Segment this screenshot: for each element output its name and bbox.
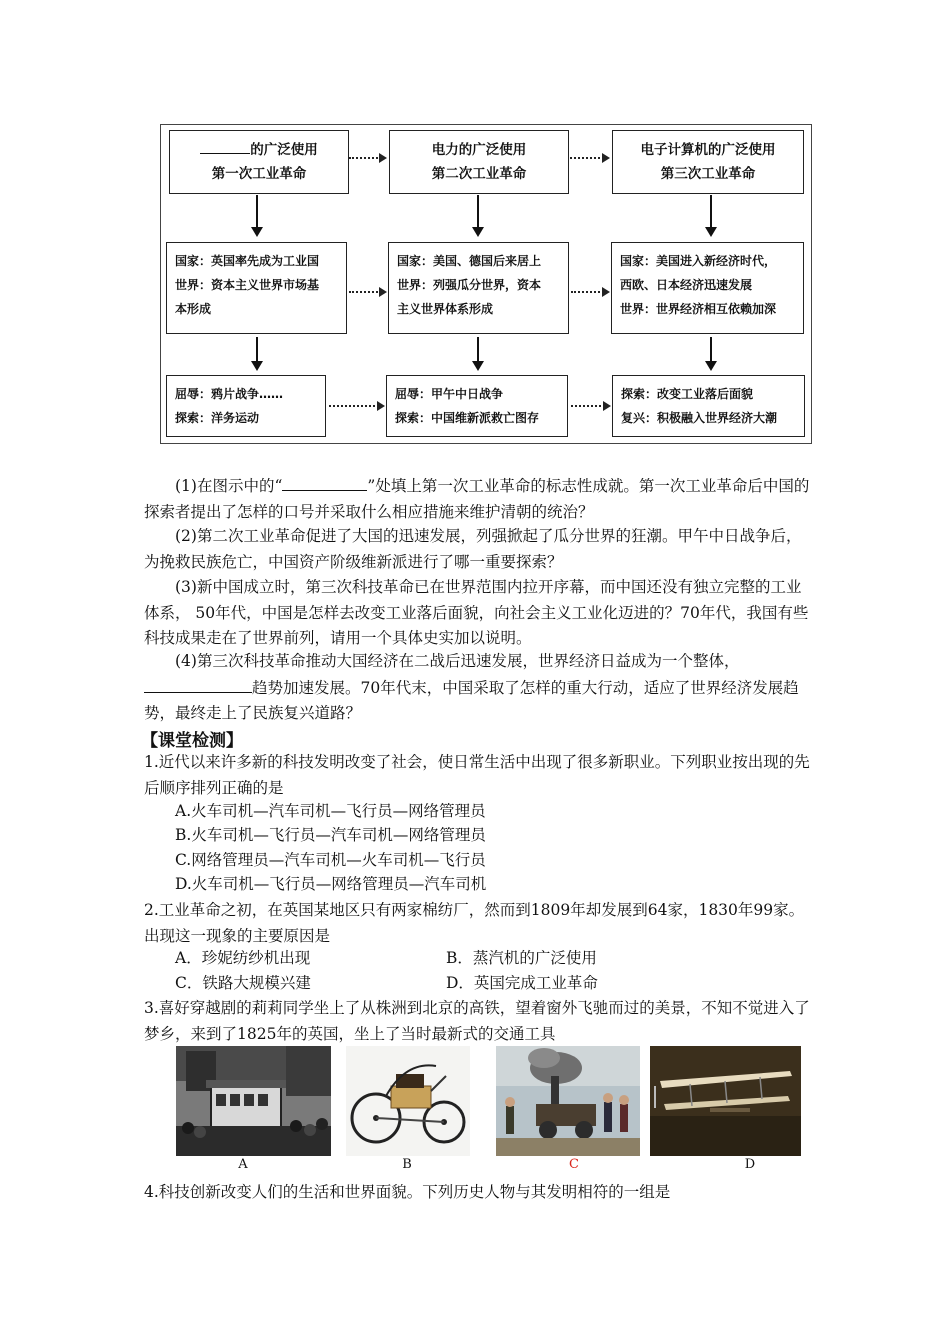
mc1-option-d: D.火车司机—飞行员—网络管理员—汽车司机 <box>175 875 487 893</box>
first-impact-box: 国家：英国率先成为工业国 世界：资本主义世界市场基 本形成 <box>166 242 347 334</box>
mc1-option-a: A.火车司机—汽车司机—飞行员—网络管理员 <box>175 802 486 820</box>
down-arrow <box>710 195 712 235</box>
photo-label-b: B <box>402 1157 412 1172</box>
question-2: (2)第二次工业革命促进了大国的迅速发展，列强掀起了瓜分世界的狂潮。甲午中日战争后，为挽救民族危亡，中国资产阶级维新派进行了哪一重要探索？ <box>144 527 802 571</box>
down-arrow <box>477 337 479 369</box>
question-4: (4)第三次科技革命推动大国经济在二战后迅速发展，世界经济日益成为一个整体，趋势加速发展。70年代末，中国采取了怎样的重大行动，适应了世界经济发展趋势，最终走上了民族复兴道路？ <box>144 652 799 722</box>
streetcar-photo <box>176 1046 331 1156</box>
airplane-photo <box>650 1046 801 1156</box>
mc1-option-b: B.火车司机—飞行员—汽车司机—网络管理员 <box>175 826 486 844</box>
first-revolution-box: 的广泛使用 第一次工业革命 <box>169 130 349 194</box>
right-arrow <box>570 157 604 159</box>
mc-question-1: 1.近代以来许多新的科技发明改变了社会，使日常生活中出现了很多新职业。下列职业按出现的先后顺序排列正确的是 <box>144 753 810 797</box>
mc-question-3: 3.喜好穿越剧的莉莉同学坐上了从株洲到北京的高铁，望着窗外飞驰而过的美景，不知不觉进入了梦乡，来到了1825年的英国，坐上了当时最新式的交通工具 <box>144 999 810 1043</box>
right-arrow <box>349 157 381 159</box>
first-china-box: 屈辱：鸦片战争…… 探索：洋务运动 <box>166 375 326 437</box>
section-title: 【课堂检测】 <box>141 731 243 751</box>
second-china-box: 屈辱：甲午中日战争 探索：中国维新派救亡图存 <box>386 375 568 437</box>
question-3: (3)新中国成立时，第三次科技革命已在世界范围内拉开序幕，而中国还没有独立完整的工业体系， 50年代，中国是怎样去改变工业落后面貌，向社会主义工业化迈进的？70年代，我国有些科技成果走在了世界前列，请用一个具体史实加以说明。 <box>144 578 809 647</box>
mc2-option-a: A．珍妮纺纱机出现 <box>175 949 311 967</box>
mc2-option-b: B．蒸汽机的广泛使用 <box>446 949 597 967</box>
down-arrow <box>256 337 258 369</box>
mc2-option-c: C．铁路大规模兴建 <box>175 974 311 992</box>
photo-label-c: C <box>569 1157 579 1172</box>
steam-locomotive-photo <box>496 1046 640 1156</box>
mc1-option-c: C.网络管理员—汽车司机—火车司机—飞行员 <box>175 851 486 869</box>
third-impact-box: 国家：美国进入新经济时代， 西欧、日本经济迅速发展 世界：世界经济相互依赖加深 <box>611 242 804 334</box>
right-arrow <box>571 291 604 293</box>
mc2-option-d: D．英国完成工业革命 <box>446 974 598 992</box>
down-arrow <box>477 195 479 235</box>
down-arrow <box>256 195 258 235</box>
mc-question-4: 4.科技创新改变人们的生活和世界面貌。下列历史人物与其发明相符的一组是 <box>144 1183 671 1201</box>
right-arrow <box>571 405 605 407</box>
industrial-revolution-diagram <box>160 124 812 444</box>
second-impact-box: 国家：美国、德国后来居上 世界：列强瓜分世界，资本 主义世界体系形成 <box>388 242 569 334</box>
third-china-box: 探索：改变工业落后面貌 复兴：积极融入世界经济大潮 <box>612 375 805 437</box>
answer-blank <box>144 675 252 693</box>
photo-label-d: D <box>744 1157 756 1172</box>
question-1: (1)在图示中的“ ”处填上第一次工业革命的标志性成就。第一次工业革命后中国的探索者提出了怎样的口号并采取什么相应措施来维护清朝的统治？ <box>144 473 810 525</box>
answer-blank <box>282 473 367 491</box>
benz-car-photo <box>346 1046 470 1156</box>
mc-question-2: 2.工业革命之初，在英国某地区只有两家棉纺厂，然而到1809年却发展到64家，1830年99家。出现这一现象的主要原因是 <box>144 901 805 945</box>
answer-blank <box>200 139 250 154</box>
photo-label-a: A <box>238 1157 248 1172</box>
right-arrow <box>349 291 381 293</box>
third-revolution-box: 电子计算机的广泛使用 第三次工业革命 <box>612 130 804 194</box>
right-arrow <box>329 405 379 407</box>
second-revolution-box: 电力的广泛使用 第二次工业革命 <box>389 130 569 194</box>
down-arrow <box>710 337 712 369</box>
